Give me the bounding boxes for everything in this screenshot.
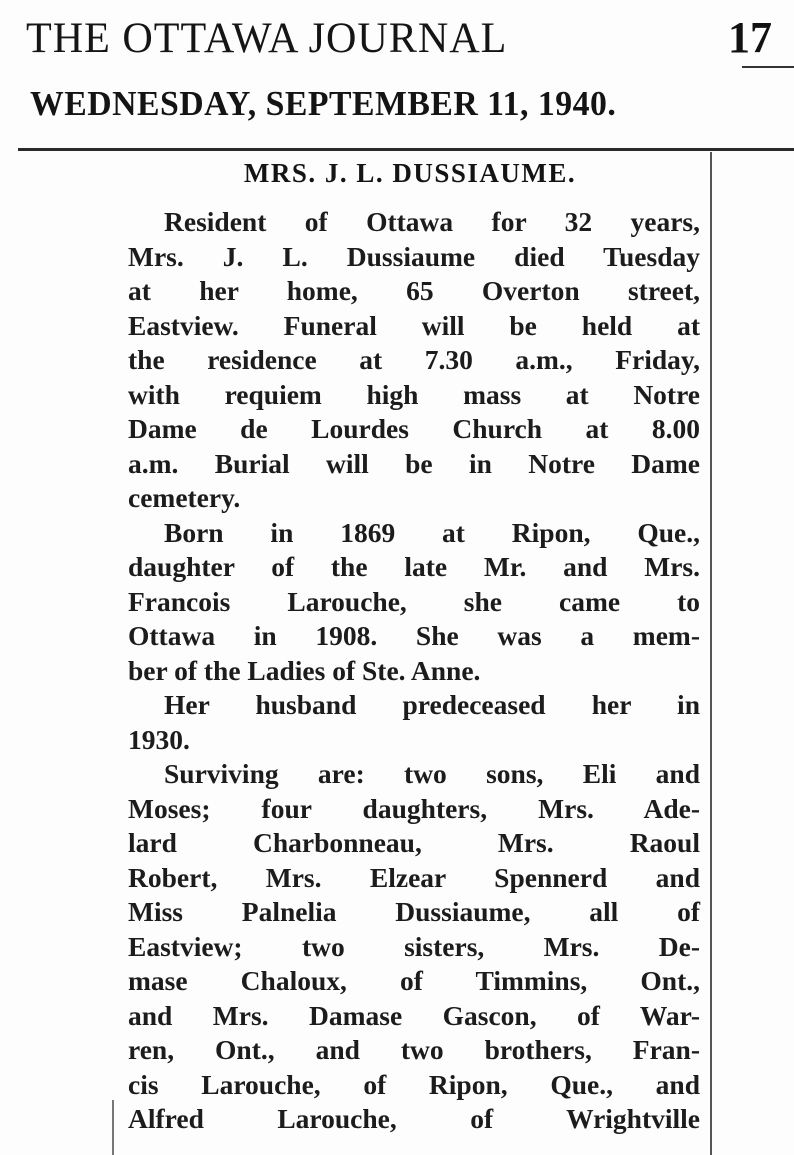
article-line: mase Chaloux, of Timmins, Ont.,	[128, 965, 700, 996]
article-line: the residence at 7.30 a.m., Friday,	[128, 344, 700, 375]
column-divider	[710, 152, 712, 1155]
article-line: at her home, 65 Overton street,	[128, 275, 700, 306]
masthead-divider	[18, 148, 794, 151]
article-line: Ottawa in 1908. She was a mem-	[128, 620, 700, 651]
article-line: lard Charbonneau, Mrs. Raoul	[128, 827, 700, 858]
article-line: Alfred Larouche, of Wrightville	[128, 1103, 700, 1134]
article-line: Born in 1869 at Ripon, Que.,	[164, 516, 700, 548]
article-line: Resident of Ottawa for 32 years,	[164, 206, 700, 237]
article-line: 1930.	[128, 723, 190, 755]
obituary-headline: MRS. J. L. DUSSIAUME.	[243, 158, 577, 188]
article-line: Miss Palnelia Dussiaume, all of	[128, 896, 700, 927]
issue-date: WEDNESDAY, SEPTEMBER 11, 1940.	[30, 84, 617, 123]
article-line: Moses; four daughters, Mrs. Ade-	[128, 792, 700, 824]
article-line: ber of the Ladies of Ste. Anne.	[128, 654, 481, 686]
article-line: daughter of the late Mr. and Mrs.	[128, 551, 700, 582]
article-line: Her husband predeceased her in	[164, 689, 700, 720]
masthead-side-rule	[742, 66, 794, 68]
article-line: Francois Larouche, she came to	[128, 585, 700, 617]
article-line: cemetery.	[128, 482, 241, 513]
article-line: Eastview. Funeral will be held at	[128, 309, 700, 341]
article-line: cis Larouche, of Ripon, Que., and	[128, 1068, 700, 1100]
article-line: Mrs. J. L. Dussiaume died Tuesday	[128, 240, 700, 272]
article-line: a.m. Burial will be in Notre Dame	[128, 447, 700, 479]
article-line: and Mrs. Damase Gascon, of War-	[128, 999, 700, 1031]
article-line: Surviving are: two sons, Eli and	[164, 758, 700, 789]
masthead	[26, 14, 776, 74]
article-line: with requiem high mass at Notre	[128, 378, 700, 410]
article-line: Robert, Mrs. Elzear Spennerd and	[128, 861, 700, 893]
article-line: Eastview; two sisters, Mrs. De-	[128, 930, 700, 962]
newspaper-name: THE OTTAWA JOURNAL	[26, 15, 508, 62]
article-line: ren, Ont., and two brothers, Fran-	[128, 1034, 700, 1065]
clipping-edge	[112, 1100, 114, 1155]
article-line: Dame de Lourdes Church at 8.00	[128, 413, 700, 444]
obituary-body	[128, 205, 700, 1137]
page-number: 17	[728, 13, 772, 62]
